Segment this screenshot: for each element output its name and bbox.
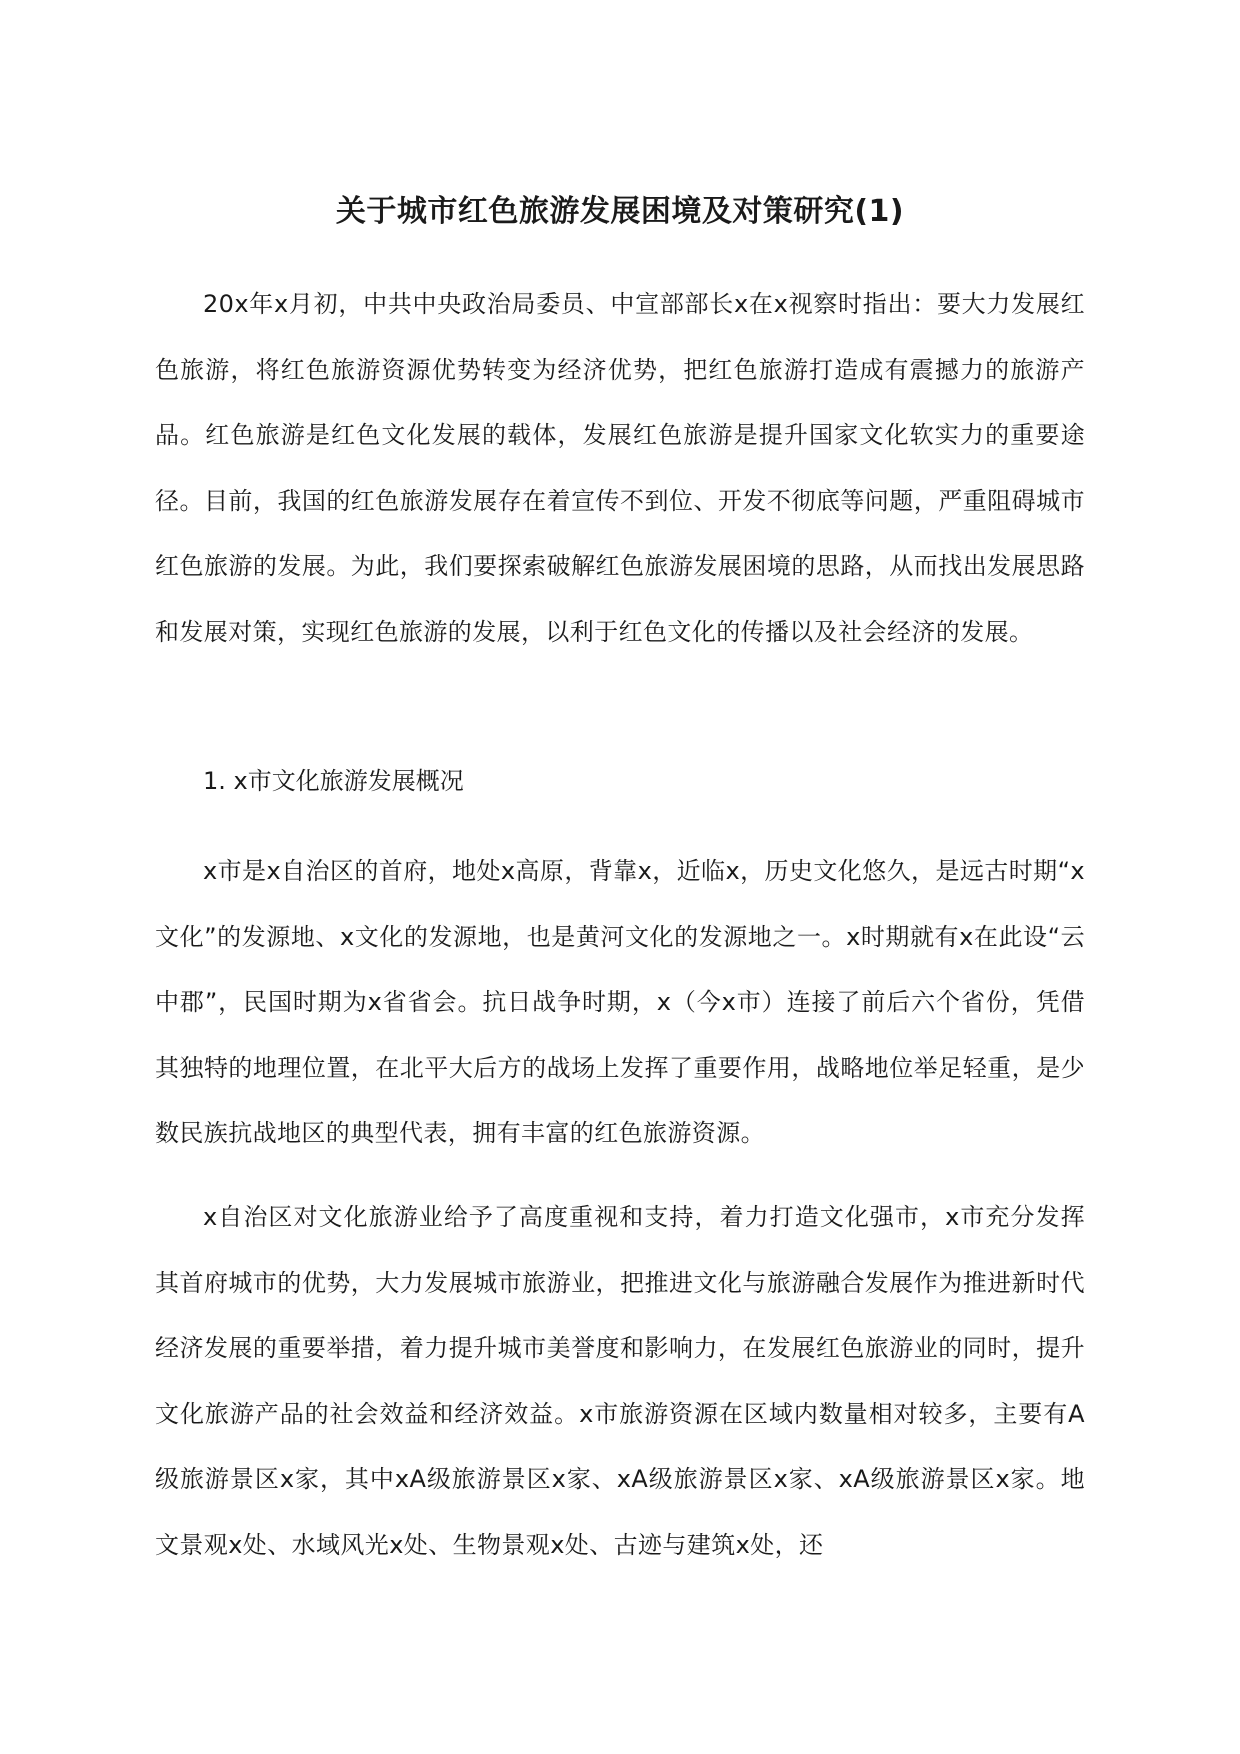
section-heading: 1. x市文化旅游发展概况	[203, 767, 464, 795]
body-paragraph: x自治区对文化旅游业给予了高度重视和支持，着力打造文化强市，x市充分发挥其首府城市的优势，大力发展城市旅游业，把推进文化与旅游融合发展作为推进新时代经济发展的重要举措，着力提升城市美誉度和影响力，在发展红色旅游业的同时，提升文化旅游产品的社会效益和经济效益。x市旅游资源在区域内数量相对较多，主要有A级旅游景区x家，其中xA级旅游景区x家、xA级旅游景区x家、xA级旅游景区x家。地文景观x处、水域风光x处、生物景观x处、古迹与建筑x处，还	[155, 1203, 1085, 1559]
intro-paragraph: 20x年x月初，中共中央政治局委员、中宣部部长x在x视察时指出：要大力发展红色旅游，将红色旅游资源优势转变为经济优势，把红色旅游打造成有震撼力的旅游产品。红色旅游是红色文化发展的载体，发展红色旅游是提升国家文化软实力的重要途径。目前，我国的红色旅游发展存在着宣传不到位、开发不彻底等问题，严重阻碍城市红色旅游的发展。为此，我们要探索破解红色旅游发展困境的思路，从而找出发展思路和发展对策，实现红色旅游的发展，以利于红色文化的传播以及社会经济的发展。	[155, 290, 1085, 646]
body-paragraph: x市是x自治区的首府，地处x高原，背靠x，近临x，历史文化悠久，是远古时期“x文化”的发源地、x文化的发源地，也是黄河文化的发源地之一。x时期就有x在此设“云中郡”，民国时期为x省省会。抗日战争时期，x（今x市）连接了前后六个省份，凭借其独特的地理位置，在北平大后方的战场上发挥了重要作用，战略地位举足轻重，是少数民族抗战地区的典型代表，拥有丰富的红色旅游资源。	[155, 857, 1085, 1147]
document-title: 关于城市红色旅游发展困境及对策研究(1)	[335, 194, 905, 229]
